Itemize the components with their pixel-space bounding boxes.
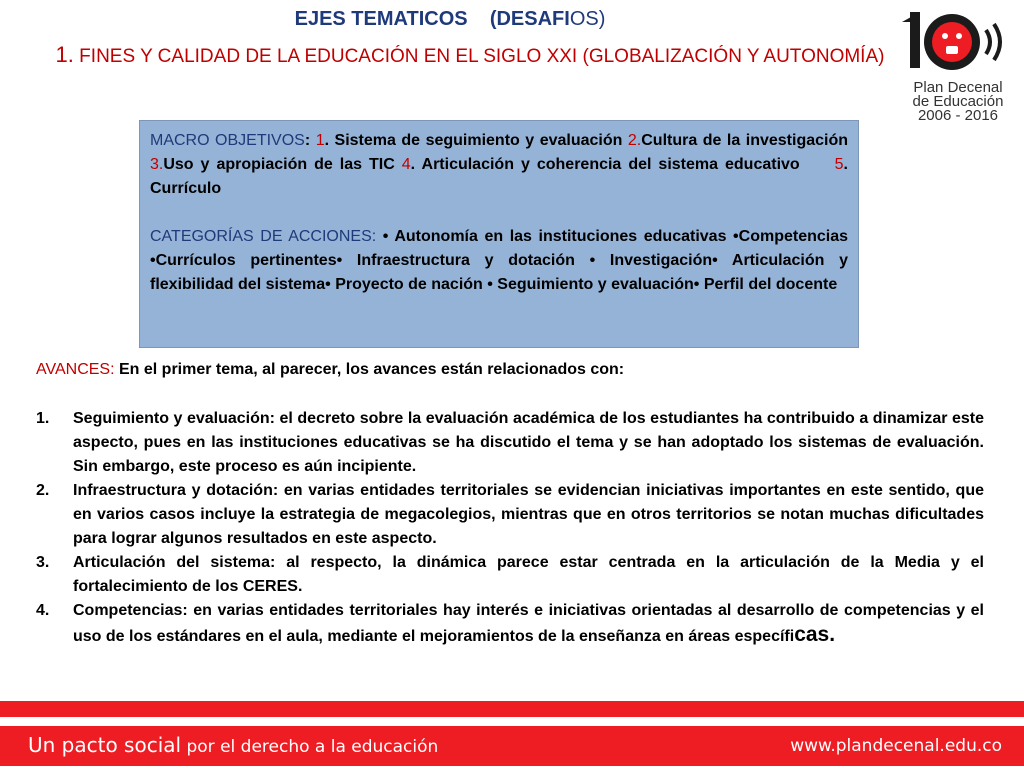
objective-num: 3.: [150, 156, 164, 173]
list-item: [36, 551, 984, 599]
list-item-number: 2.: [36, 482, 50, 499]
avances-label: AVANCES:: [36, 361, 115, 378]
subtitle-number: 1.: [55, 42, 74, 67]
plan-decenal-logo: [902, 8, 1014, 124]
avances-text: En el primer tema, al parecer, los avances están relacionados con:: [114, 361, 625, 378]
title-part-1: EJES TEMATICOS (DESAFI: [294, 8, 570, 30]
list-item: [36, 599, 984, 649]
subtitle-close: ): [878, 46, 885, 67]
objective-text: Cultura de la investigación: [641, 132, 849, 149]
objective-text: . Articulación y coherencia del sistema educativo: [410, 156, 835, 173]
list-item: [36, 407, 984, 479]
logo-graphic: [902, 8, 1014, 80]
slide-subtitle: [40, 42, 900, 70]
macro-objetivos-label: MACRO OBJETIVOS: [150, 132, 305, 149]
objective-num: 1: [315, 132, 325, 149]
list-item-number: 1.: [36, 410, 50, 427]
title-part-2: OS): [569, 8, 606, 30]
list-item-text: Seguimiento y evaluación: el decreto sobre la evaluación académica de los estudiantes ha contribuido a dinamizar este aspecto, pues en las instituciones educativas se ha discutido el tema y se han adoptado los sistemas de evaluación. Sin embargo, este proceso es aún incipiente.: [73, 410, 984, 475]
list-item-text: Infraestructura y dotación: en varias entidades territoriales se evidencian iniciativas importantes en este sentido, que en varios casos incluye la estrategia de megacolegios, mientras que en otros territorios se notan muchas dificultades para lograr algunos resultados en este aspecto.: [73, 482, 984, 547]
objective-num: 5: [834, 156, 844, 173]
objective-text: . Sistema de seguimiento y evaluación: [324, 132, 628, 149]
footer-slogan: [28, 733, 438, 757]
list-item: [36, 479, 984, 551]
logo-line-2: de Educación: [912, 93, 1004, 110]
logo-line-3: 2006 - 2016: [917, 107, 999, 124]
categorias-label: CATEGORÍAS DE ACCIONES:: [150, 228, 377, 245]
macro-objetivos-paragraph: [150, 129, 848, 201]
slogan-sub: por el derecho a la educación: [181, 737, 439, 757]
footer-url-link[interactable]: www.plandecenal.edu.co: [790, 736, 1002, 756]
categorias-text: • Autonomía en las instituciones educativas •Competencias •Currículos pertinentes• Infraestructura y dotación • Investigación• Articulación y flexibilidad del sistema• Proyecto de nación • Seguimiento y evaluación• Perfil del docente: [150, 228, 849, 293]
categorias-paragraph: [150, 225, 848, 297]
list-item-number: 3.: [36, 554, 50, 571]
objective-text: . Currículo: [150, 156, 848, 197]
slide-title: [0, 8, 900, 31]
logo-line-1: Plan Decenal: [913, 79, 1003, 96]
footer-divider-bar: [0, 701, 1024, 717]
list-item-tail: cas.: [794, 623, 836, 646]
objective-text: Uso y apropiación de las TIC: [163, 156, 402, 173]
objectives-box: [139, 120, 859, 348]
macro-colon: :: [304, 132, 316, 149]
avances-list: [36, 407, 984, 649]
list-item-number: 4.: [36, 602, 50, 619]
sound-wave-icon: [986, 30, 990, 54]
subtitle-text: FINES Y CALIDAD DE LA EDUCACIÓN EN EL SIGLO XXI (GLOBALIZACIÓN Y AUTONOMÍA: [73, 46, 879, 67]
objective-num: 4: [401, 156, 411, 173]
list-item-text: Articulación del sistema: al respecto, la dinámica parece estar centrada en la articulación de la Media y el fortalecimiento de los CERES.: [73, 554, 984, 595]
avances-intro: [36, 361, 986, 379]
slogan-main: Un pacto social: [28, 733, 182, 757]
objective-num: 2.: [627, 132, 642, 149]
list-item-text: Competencias: en varias entidades territoriales hay interés e iniciativas orientadas al desarrollo de competencias y el uso de los estándares en el aula, mediante el mejoramientos de la enseñanza en áreas específi: [73, 602, 984, 645]
